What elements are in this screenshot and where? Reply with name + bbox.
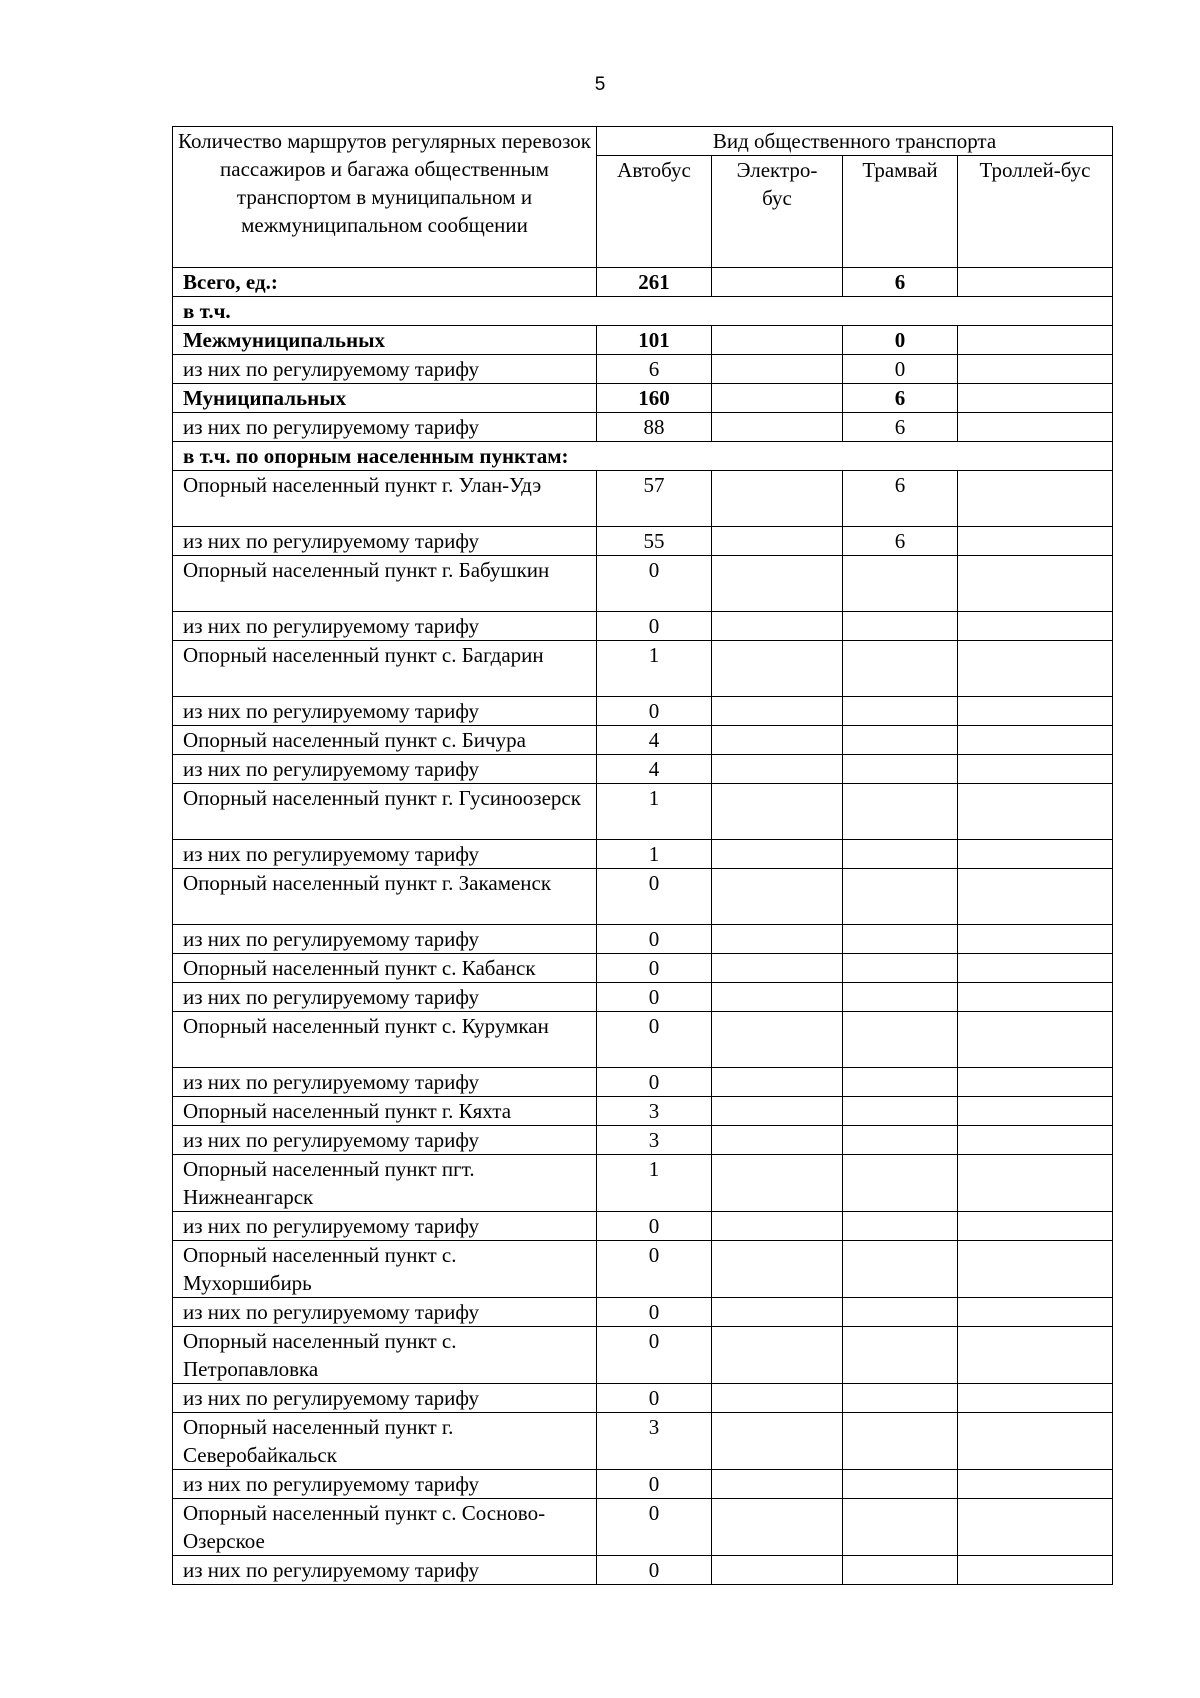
cell-electrobus <box>712 1470 843 1499</box>
row-label: Опорный населенный пункт г. Улан-Удэ <box>173 471 597 527</box>
section-row <box>173 297 1113 326</box>
cell-trolleybus <box>958 413 1113 442</box>
row-label: из них по регулируемому тарифу <box>173 840 597 869</box>
cell-electrobus <box>712 1384 843 1413</box>
cell-trolleybus <box>958 983 1113 1012</box>
row-label: Опорный населенный пункт г. Северобайкальск <box>173 1413 597 1470</box>
table-row <box>173 1327 1113 1384</box>
cell-bus: 1 <box>597 641 712 697</box>
header-col-bus: Автобус <box>597 156 712 268</box>
cell-electrobus <box>712 869 843 925</box>
table-row <box>173 1384 1113 1413</box>
table-row <box>173 925 1113 954</box>
row-label: из них по регулируемому тарифу <box>173 612 597 641</box>
row-label: из них по регулируемому тарифу <box>173 1126 597 1155</box>
cell-trolleybus <box>958 1097 1113 1126</box>
cell-trolleybus <box>958 326 1113 355</box>
cell-bus: 160 <box>597 384 712 413</box>
cell-trolleybus <box>958 268 1113 297</box>
cell-tram: 0 <box>843 355 958 384</box>
cell-tram: 6 <box>843 527 958 556</box>
header-col-trolleybus: Троллей-бус <box>958 156 1113 268</box>
row-label: Опорный населенный пункт с. Сосново-Озерское <box>173 1499 597 1556</box>
cell-tram <box>843 1155 958 1212</box>
row-label: из них по регулируемому тарифу <box>173 697 597 726</box>
table-row <box>173 641 1113 697</box>
cell-bus: 0 <box>597 1241 712 1298</box>
cell-trolleybus <box>958 1068 1113 1097</box>
cell-trolleybus <box>958 355 1113 384</box>
cell-tram <box>843 784 958 840</box>
cell-bus: 0 <box>597 1327 712 1384</box>
cell-electrobus <box>712 840 843 869</box>
cell-electrobus <box>712 1298 843 1327</box>
cell-bus: 0 <box>597 925 712 954</box>
cell-trolleybus <box>958 556 1113 612</box>
cell-electrobus <box>712 1327 843 1384</box>
header-col-tram: Трамвай <box>843 156 958 268</box>
row-label: Опорный населенный пункт с. Бичура <box>173 726 597 755</box>
cell-electrobus <box>712 1012 843 1068</box>
cell-bus: 0 <box>597 1212 712 1241</box>
cell-electrobus <box>712 1155 843 1212</box>
cell-bus: 0 <box>597 1298 712 1327</box>
cell-trolleybus <box>958 697 1113 726</box>
table-row <box>173 612 1113 641</box>
row-label: из них по регулируемому тарифу <box>173 1298 597 1327</box>
cell-tram: 6 <box>843 384 958 413</box>
row-label: Опорный населенный пункт г. Гусиноозерск <box>173 784 597 840</box>
table-row <box>173 869 1113 925</box>
table-row <box>173 1097 1113 1126</box>
table-row <box>173 355 1113 384</box>
cell-tram <box>843 641 958 697</box>
cell-bus: 261 <box>597 268 712 297</box>
table-row <box>173 1298 1113 1327</box>
table-row <box>173 755 1113 784</box>
cell-electrobus <box>712 983 843 1012</box>
cell-tram <box>843 1327 958 1384</box>
cell-electrobus <box>712 726 843 755</box>
row-label: из них по регулируемому тарифу <box>173 527 597 556</box>
header-col-electrobus: Электро-бус <box>712 156 843 268</box>
table-row <box>173 326 1113 355</box>
cell-bus: 1 <box>597 784 712 840</box>
cell-electrobus <box>712 1499 843 1556</box>
cell-tram <box>843 1212 958 1241</box>
cell-electrobus <box>712 1413 843 1470</box>
cell-electrobus <box>712 784 843 840</box>
row-label: из них по регулируемому тарифу <box>173 925 597 954</box>
cell-electrobus <box>712 355 843 384</box>
cell-trolleybus <box>958 1384 1113 1413</box>
row-label: из них по регулируемому тарифу <box>173 755 597 784</box>
row-label: из них по регулируемому тарифу <box>173 355 597 384</box>
cell-bus: 4 <box>597 726 712 755</box>
table-row <box>173 1556 1113 1585</box>
cell-trolleybus <box>958 1499 1113 1556</box>
cell-bus: 101 <box>597 326 712 355</box>
row-label: Опорный населенный пункт с. Кабанск <box>173 954 597 983</box>
cell-tram <box>843 983 958 1012</box>
cell-tram <box>843 1241 958 1298</box>
cell-tram <box>843 1126 958 1155</box>
cell-tram: 6 <box>843 413 958 442</box>
table-row <box>173 384 1113 413</box>
cell-trolleybus <box>958 384 1113 413</box>
cell-trolleybus <box>958 471 1113 527</box>
table-row <box>173 1470 1113 1499</box>
cell-electrobus <box>712 697 843 726</box>
row-label: Опорный населенный пункт с. Петропавловка <box>173 1327 597 1384</box>
header-group-label: Вид общественного транспорта <box>597 127 1113 156</box>
cell-electrobus <box>712 326 843 355</box>
cell-tram: 6 <box>843 268 958 297</box>
cell-electrobus <box>712 1556 843 1585</box>
table-row <box>173 1241 1113 1298</box>
cell-bus: 3 <box>597 1413 712 1470</box>
cell-trolleybus <box>958 1298 1113 1327</box>
table-row <box>173 726 1113 755</box>
cell-tram: 6 <box>843 471 958 527</box>
table-row <box>173 556 1113 612</box>
table-body <box>173 268 1113 1585</box>
routes-table <box>172 126 1113 1585</box>
cell-bus: 3 <box>597 1126 712 1155</box>
cell-tram: 0 <box>843 326 958 355</box>
cell-trolleybus <box>958 1241 1113 1298</box>
cell-bus: 1 <box>597 840 712 869</box>
cell-electrobus <box>712 925 843 954</box>
table-row <box>173 1212 1113 1241</box>
cell-electrobus <box>712 556 843 612</box>
cell-trolleybus <box>958 641 1113 697</box>
cell-trolleybus <box>958 1470 1113 1499</box>
cell-bus: 0 <box>597 983 712 1012</box>
cell-bus: 0 <box>597 1499 712 1556</box>
table-row <box>173 697 1113 726</box>
cell-electrobus <box>712 1097 843 1126</box>
cell-bus: 4 <box>597 755 712 784</box>
table-row <box>173 954 1113 983</box>
cell-bus: 0 <box>597 1068 712 1097</box>
cell-tram <box>843 869 958 925</box>
page-number: 5 <box>594 74 606 95</box>
cell-trolleybus <box>958 1327 1113 1384</box>
cell-electrobus <box>712 612 843 641</box>
row-label: Опорный населенный пункт с. Курумкан <box>173 1012 597 1068</box>
table-row <box>173 840 1113 869</box>
cell-trolleybus <box>958 869 1113 925</box>
table-row <box>173 1499 1113 1556</box>
cell-tram <box>843 556 958 612</box>
cell-electrobus <box>712 1212 843 1241</box>
cell-tram <box>843 726 958 755</box>
cell-electrobus <box>712 527 843 556</box>
row-label: Всего, ед.: <box>173 268 597 297</box>
cell-bus: 0 <box>597 954 712 983</box>
cell-trolleybus <box>958 1126 1113 1155</box>
cell-bus: 88 <box>597 413 712 442</box>
cell-tram <box>843 612 958 641</box>
row-label: Опорный населенный пункт г. Кяхта <box>173 1097 597 1126</box>
cell-tram <box>843 925 958 954</box>
cell-tram <box>843 1068 958 1097</box>
cell-tram <box>843 1298 958 1327</box>
table-row <box>173 1126 1113 1155</box>
cell-trolleybus <box>958 612 1113 641</box>
cell-electrobus <box>712 413 843 442</box>
cell-trolleybus <box>958 1413 1113 1470</box>
cell-tram <box>843 1556 958 1585</box>
cell-trolleybus <box>958 954 1113 983</box>
row-label: из них по регулируемому тарифу <box>173 413 597 442</box>
row-label: из них по регулируемому тарифу <box>173 1556 597 1585</box>
cell-tram <box>843 1097 958 1126</box>
table-row <box>173 1012 1113 1068</box>
cell-bus: 55 <box>597 527 712 556</box>
row-label: Опорный населенный пункт с. Мухоршибирь <box>173 1241 597 1298</box>
cell-bus: 0 <box>597 1384 712 1413</box>
cell-bus: 0 <box>597 556 712 612</box>
section-label: в т.ч. по опорным населенным пунктам: <box>173 442 1113 471</box>
cell-tram <box>843 1499 958 1556</box>
table-row <box>173 1155 1113 1212</box>
table-row <box>173 1068 1113 1097</box>
cell-tram <box>843 1384 958 1413</box>
cell-bus: 0 <box>597 1556 712 1585</box>
cell-bus: 57 <box>597 471 712 527</box>
table-row <box>173 1413 1113 1470</box>
cell-trolleybus <box>958 1212 1113 1241</box>
row-label: Опорный населенный пункт г. Закаменск <box>173 869 597 925</box>
cell-trolleybus <box>958 784 1113 840</box>
cell-electrobus <box>712 1068 843 1097</box>
cell-bus: 0 <box>597 1012 712 1068</box>
cell-electrobus <box>712 1241 843 1298</box>
row-label: Межмуниципальных <box>173 326 597 355</box>
row-label: из них по регулируемому тарифу <box>173 1068 597 1097</box>
cell-electrobus <box>712 384 843 413</box>
table-row <box>173 471 1113 527</box>
table-row <box>173 527 1113 556</box>
cell-tram <box>843 1413 958 1470</box>
cell-trolleybus <box>958 1012 1113 1068</box>
table-row <box>173 784 1113 840</box>
row-label: Муниципальных <box>173 384 597 413</box>
cell-trolleybus <box>958 1556 1113 1585</box>
cell-tram <box>843 1012 958 1068</box>
cell-electrobus <box>712 268 843 297</box>
cell-trolleybus <box>958 726 1113 755</box>
header-row-label: Количество маршрутов регулярных перевозок пассажиров и багажа общественным транспортом в муниципальном и межмуниципальном сообщении <box>173 127 597 268</box>
cell-bus: 0 <box>597 697 712 726</box>
cell-trolleybus <box>958 527 1113 556</box>
row-label: из них по регулируемому тарифу <box>173 1212 597 1241</box>
cell-tram <box>843 954 958 983</box>
cell-electrobus <box>712 471 843 527</box>
cell-bus: 0 <box>597 869 712 925</box>
cell-bus: 3 <box>597 1097 712 1126</box>
table-header <box>173 127 1113 268</box>
cell-trolleybus <box>958 840 1113 869</box>
cell-bus: 0 <box>597 1470 712 1499</box>
row-label: из них по регулируемому тарифу <box>173 1470 597 1499</box>
row-label: Опорный населенный пункт с. Багдарин <box>173 641 597 697</box>
section-label: в т.ч. <box>173 297 1113 326</box>
cell-trolleybus <box>958 925 1113 954</box>
cell-bus: 1 <box>597 1155 712 1212</box>
cell-bus: 0 <box>597 612 712 641</box>
cell-trolleybus <box>958 755 1113 784</box>
row-label: из них по регулируемому тарифу <box>173 1384 597 1413</box>
row-label: Опорный населенный пункт г. Бабушкин <box>173 556 597 612</box>
cell-tram <box>843 755 958 784</box>
cell-tram <box>843 1470 958 1499</box>
cell-tram <box>843 840 958 869</box>
row-label: Опорный населенный пункт пгт. Нижнеангарск <box>173 1155 597 1212</box>
cell-electrobus <box>712 1126 843 1155</box>
cell-electrobus <box>712 641 843 697</box>
table-row <box>173 413 1113 442</box>
section-row <box>173 442 1113 471</box>
cell-electrobus <box>712 755 843 784</box>
cell-trolleybus <box>958 1155 1113 1212</box>
table-row <box>173 983 1113 1012</box>
table-row <box>173 268 1113 297</box>
cell-bus: 6 <box>597 355 712 384</box>
cell-tram <box>843 697 958 726</box>
cell-electrobus <box>712 954 843 983</box>
row-label: из них по регулируемому тарифу <box>173 983 597 1012</box>
